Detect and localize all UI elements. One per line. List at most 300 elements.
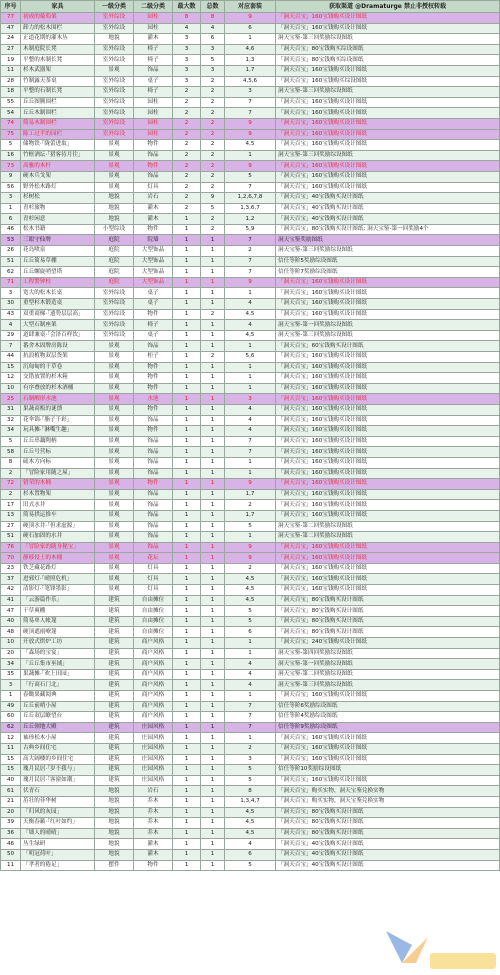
cell-category2: 饰品 bbox=[134, 500, 173, 511]
table-row bbox=[1, 267, 500, 278]
cell-set: 8 bbox=[225, 786, 276, 797]
cell-set: 4 bbox=[225, 839, 276, 850]
cell-set: 4 bbox=[225, 415, 276, 426]
cell-furniture: 瑰月民居·「岁不我与」 bbox=[21, 765, 95, 776]
cell-index: 20 bbox=[1, 807, 21, 818]
cell-set: 7 bbox=[225, 701, 276, 712]
cell-category1: 建筑 bbox=[95, 606, 134, 617]
table-row bbox=[1, 457, 500, 468]
cell-category1: 地貌 bbox=[95, 828, 134, 839]
cell-index: 36 bbox=[1, 828, 21, 839]
cell-furniture: 「冒险家的随身秘宝」 bbox=[21, 542, 95, 553]
cell-max: 1 bbox=[173, 691, 201, 702]
cell-set: 1 bbox=[225, 638, 276, 649]
cell-index: 34 bbox=[1, 426, 21, 437]
cell-source: 信任等阶9奖励综设图纸 bbox=[276, 722, 500, 733]
cell-index: 12 bbox=[1, 733, 21, 744]
cell-source: 「洞天百宝」160宝钱购买设计图纸 bbox=[276, 447, 500, 458]
cell-source: 「洞天百宝」160宝钱购买设计图纸 bbox=[276, 277, 500, 288]
cell-index: 15 bbox=[1, 765, 21, 776]
table-row bbox=[1, 638, 500, 649]
cell-category1: 建筑 bbox=[95, 701, 134, 712]
cell-category2: 自由摊位 bbox=[134, 616, 173, 627]
cell-category1: 景观 bbox=[95, 521, 134, 532]
cell-set: 5 bbox=[225, 775, 276, 786]
cell-furniture: 花岛喷泉 bbox=[21, 246, 95, 257]
cell-source: 「洞天百宝」160宝钱购买设计图纸 bbox=[276, 171, 500, 182]
cell-furniture: 正道花期的灌木丛 bbox=[21, 34, 95, 45]
cell-furniture: 伏青石 bbox=[21, 786, 95, 797]
cell-total: 3 bbox=[201, 44, 225, 55]
table-row bbox=[1, 659, 500, 670]
cell-total: 1 bbox=[201, 246, 225, 257]
cell-category2: 大型饰品 bbox=[134, 267, 173, 278]
cell-max: 1 bbox=[173, 839, 201, 850]
cell-furniture: 有序叠放的杉木酒桶 bbox=[21, 383, 95, 394]
cell-source: 「洞天百宝」40宝钱购买设计图纸 bbox=[276, 860, 500, 871]
cell-furniture: 丛生绿研 bbox=[21, 839, 95, 850]
cell-set: 1 bbox=[225, 733, 276, 744]
cell-furniture: 道肆兼桌·「会泽百样饮」 bbox=[21, 330, 95, 341]
cell-category1: 景观 bbox=[95, 457, 134, 468]
cell-total: 1 bbox=[201, 839, 225, 850]
cell-source: 「洞天百宝」160宝钱购买设计图纸 bbox=[276, 426, 500, 437]
cell-set: 6 bbox=[225, 627, 276, 638]
cell-source: 洞天宝鉴-第三回奖励综设图纸 bbox=[276, 87, 500, 98]
table-row bbox=[1, 404, 500, 415]
cell-index: 23 bbox=[1, 563, 21, 574]
cell-source: 「洞天百宝」80宝钱购买设计图纸 bbox=[276, 627, 500, 638]
cell-max: 3 bbox=[173, 34, 201, 45]
cell-max: 1 bbox=[173, 786, 201, 797]
cell-max: 1 bbox=[173, 521, 201, 532]
cell-max: 1 bbox=[173, 373, 201, 384]
cell-total: 2 bbox=[201, 214, 225, 225]
cell-furniture: 果蔬摊·「欢上田园」 bbox=[21, 669, 95, 680]
cell-set: 7 bbox=[225, 235, 276, 246]
cell-category2: 院墙 bbox=[134, 235, 173, 246]
cell-category2: 庄园风格 bbox=[134, 722, 173, 733]
cell-max: 1 bbox=[173, 828, 201, 839]
cell-source: 「洞天百宝」40宝钱购买设计图纸 bbox=[276, 849, 500, 860]
cell-total: 1 bbox=[201, 669, 225, 680]
cell-category1: 地貌 bbox=[95, 796, 134, 807]
cell-max: 2 bbox=[173, 97, 201, 108]
cell-source: 「洞天百宝」160宝钱购买设计图纸 bbox=[276, 118, 500, 129]
cell-set: 5 bbox=[225, 606, 276, 617]
cell-source: 信任等阶5奖励综设图纸 bbox=[276, 256, 500, 267]
table-row bbox=[1, 330, 500, 341]
cell-furniture: 硬顶水井·「但求虚源」 bbox=[21, 521, 95, 532]
cell-index: 15 bbox=[1, 362, 21, 373]
cell-source: 「洞天百宝」40宝钱购买设计图纸 bbox=[276, 214, 500, 225]
cell-max: 1 bbox=[173, 563, 201, 574]
cell-furniture: 「丘丘集市巫铺」 bbox=[21, 659, 95, 670]
cell-category1: 建筑 bbox=[95, 669, 134, 680]
cell-source: 「洞天百宝」160宝钱购买设计图纸 bbox=[276, 754, 500, 765]
cell-total: 1 bbox=[201, 277, 225, 288]
cell-source: 「洞天百宝」160宝钱购买设计图纸 bbox=[276, 500, 500, 511]
cell-total: 1 bbox=[201, 722, 225, 733]
table-row bbox=[1, 140, 500, 151]
cell-max: 2 bbox=[173, 161, 201, 172]
cell-category1: 景观 bbox=[95, 563, 134, 574]
cell-max: 1 bbox=[173, 712, 201, 723]
cell-max: 1 bbox=[173, 299, 201, 310]
cell-category2: 桌子 bbox=[134, 76, 173, 87]
cell-max: 8 bbox=[173, 13, 201, 24]
cell-index: 74 bbox=[1, 118, 21, 129]
cell-category2: 物件 bbox=[134, 860, 173, 871]
cell-source: 洞天宝鉴-第二回奖励综设图纸 bbox=[276, 669, 500, 680]
cell-furniture: 杉树松 bbox=[21, 193, 95, 204]
cell-index: 29 bbox=[1, 330, 21, 341]
cell-total: 2 bbox=[201, 352, 225, 363]
cell-furniture: 「孝者的倦足」 bbox=[21, 860, 95, 871]
cell-set: 7 bbox=[225, 712, 276, 723]
cell-category1: 小型综设 bbox=[95, 224, 134, 235]
cell-set: 7 bbox=[225, 256, 276, 267]
cell-max: 1 bbox=[173, 352, 201, 363]
cell-category1: 地貌 bbox=[95, 807, 134, 818]
cell-category1: 建筑 bbox=[95, 765, 134, 776]
cell-category2: 物件 bbox=[134, 373, 173, 384]
cell-category1: 景观 bbox=[95, 542, 134, 553]
cell-category2: 灌木 bbox=[134, 34, 173, 45]
cell-source: 「洞天百宝」160宝钱购买设计图纸 bbox=[276, 140, 500, 151]
cell-total: 1 bbox=[201, 415, 225, 426]
cell-category1: 景观 bbox=[95, 182, 134, 193]
cell-index: 72 bbox=[1, 479, 21, 490]
cell-index: 5 bbox=[1, 140, 21, 151]
cell-set: 1,2,6,7,8 bbox=[225, 193, 276, 204]
cell-index: 60 bbox=[1, 712, 21, 723]
table-row bbox=[1, 246, 500, 257]
table-row bbox=[1, 722, 500, 733]
table-row bbox=[1, 224, 500, 235]
table-row bbox=[1, 171, 500, 182]
table-row bbox=[1, 118, 500, 129]
table-row bbox=[1, 87, 500, 98]
cell-source: 洞天宝鉴-第三回奖励综设图纸 bbox=[276, 330, 500, 341]
cell-total: 1 bbox=[201, 510, 225, 521]
cell-total: 1 bbox=[201, 595, 225, 606]
cell-set: 5 bbox=[225, 521, 276, 532]
cell-total: 9 bbox=[201, 193, 225, 204]
table-row bbox=[1, 129, 500, 140]
cell-source: 「洞天百宝」160宝钱购买设计图纸 bbox=[276, 13, 500, 24]
cell-max: 1 bbox=[173, 860, 201, 871]
cell-furniture: 玩具摊·「淋嘴生趣」 bbox=[21, 426, 95, 437]
table-row bbox=[1, 627, 500, 638]
table-row bbox=[1, 775, 500, 786]
table-row bbox=[1, 765, 500, 776]
cell-category2: 桌子 bbox=[134, 330, 173, 341]
cell-category1: 室外综设 bbox=[95, 118, 134, 129]
cell-max: 1 bbox=[173, 267, 201, 278]
cell-index: 40 bbox=[1, 616, 21, 627]
cell-set: 1 bbox=[225, 150, 276, 161]
cell-total: 5 bbox=[201, 55, 225, 66]
cell-category2: 椅子 bbox=[134, 87, 173, 98]
table-row bbox=[1, 415, 500, 426]
cell-category2: 物件 bbox=[134, 426, 173, 437]
cell-total: 1 bbox=[201, 532, 225, 543]
cell-category2: 物件 bbox=[134, 362, 173, 373]
cell-furniture: 杉木武器架 bbox=[21, 65, 95, 76]
cell-index: 3 bbox=[1, 193, 21, 204]
cell-index: 46 bbox=[1, 839, 21, 850]
table-row bbox=[1, 299, 500, 310]
cell-max: 1 bbox=[173, 775, 201, 786]
cell-category2: 大型饰品 bbox=[134, 277, 173, 288]
table-row bbox=[1, 585, 500, 596]
cell-index: 1 bbox=[1, 203, 21, 214]
cell-set: 4,5 bbox=[225, 309, 276, 320]
cell-category2: 乔木 bbox=[134, 796, 173, 807]
cell-max: 1 bbox=[173, 796, 201, 807]
cell-furniture: 青杉旅物 bbox=[21, 203, 95, 214]
cell-source: 「洞天百宝」160宝钱购买设计图纸 bbox=[276, 394, 500, 405]
cell-category2: 乔木 bbox=[134, 807, 173, 818]
cell-set: 9 bbox=[225, 479, 276, 490]
cell-category1: 景观 bbox=[95, 489, 134, 500]
cell-set: 4,6 bbox=[225, 44, 276, 55]
table-header-row bbox=[1, 1, 500, 13]
cell-furniture: 青杉闲意 bbox=[21, 214, 95, 225]
cell-category1: 地貌 bbox=[95, 193, 134, 204]
cell-source: 「洞天百宝」80宝钱购买设计图纸; 洞天宝鉴-第一回奖励4个 bbox=[276, 224, 500, 235]
cell-category1: 景观 bbox=[95, 447, 134, 458]
cell-total: 3 bbox=[201, 65, 225, 76]
cell-max: 2 bbox=[173, 193, 201, 204]
cell-set: 7 bbox=[225, 97, 276, 108]
table-row bbox=[1, 553, 500, 564]
cell-source: 洞天宝鉴-第三回奖励综设图纸 bbox=[276, 680, 500, 691]
cell-index: 1 bbox=[1, 691, 21, 702]
cell-set: 4 bbox=[225, 669, 276, 680]
cell-category2: 饰品 bbox=[134, 457, 173, 468]
cell-category1: 建筑 bbox=[95, 595, 134, 606]
cell-total: 1 bbox=[201, 691, 225, 702]
cell-category1: 室外综设 bbox=[95, 330, 134, 341]
cell-total: 1 bbox=[201, 521, 225, 532]
cell-source: 洞天宝鉴-第四回奖励综设图纸 bbox=[276, 648, 500, 659]
cell-set: 4,5 bbox=[225, 807, 276, 818]
cell-category2: 商户风格 bbox=[134, 701, 173, 712]
cell-furniture: 平整的石制长凳 bbox=[21, 87, 95, 98]
cell-index: 11 bbox=[1, 743, 21, 754]
cell-set: 1 bbox=[225, 34, 276, 45]
cell-furniture: 沉甸甸的干草卷 bbox=[21, 362, 95, 373]
cell-source: 洞天宝鉴-第一回奖励综设图纸 bbox=[276, 659, 500, 670]
cell-set: 4,5 bbox=[225, 330, 276, 341]
cell-set: 4 bbox=[225, 320, 276, 331]
cell-max: 1 bbox=[173, 415, 201, 426]
cell-source: 「洞天百宝」160宝钱购买设计图纸 bbox=[276, 23, 500, 34]
cell-index: 47 bbox=[1, 23, 21, 34]
cell-index: 3 bbox=[1, 288, 21, 299]
table-row bbox=[1, 648, 500, 659]
cell-max: 1 bbox=[173, 701, 201, 712]
table-row bbox=[1, 563, 500, 574]
cell-category1: 景观 bbox=[95, 500, 134, 511]
cell-total: 2 bbox=[201, 87, 225, 98]
cell-category1: 景观 bbox=[95, 479, 134, 490]
cell-index: 51 bbox=[1, 532, 21, 543]
cell-category1: 室外综设 bbox=[95, 309, 134, 320]
header-category2: 二级分类 bbox=[134, 1, 173, 13]
cell-set: 9 bbox=[225, 161, 276, 172]
table-row bbox=[1, 97, 500, 108]
cell-set: 9 bbox=[225, 277, 276, 288]
cell-set: 7 bbox=[225, 447, 276, 458]
table-row bbox=[1, 510, 500, 521]
cell-source: 「洞天百宝」160宝钱购买设计图纸 bbox=[276, 743, 500, 754]
cell-total: 1 bbox=[201, 500, 225, 511]
cell-index: 48 bbox=[1, 627, 21, 638]
cell-index: 53 bbox=[1, 235, 21, 246]
cell-set: 4,5,6 bbox=[225, 76, 276, 87]
cell-furniture: 硬石加固的水井 bbox=[21, 532, 95, 543]
cell-category1: 室外综设 bbox=[95, 97, 134, 108]
cell-index: 62 bbox=[1, 267, 21, 278]
cell-category2: 园柱 bbox=[134, 23, 173, 34]
cell-category2: 园柱 bbox=[134, 13, 173, 24]
cell-set: 4,5 bbox=[225, 585, 276, 596]
cell-furniture: 木制庭院长凳 bbox=[21, 44, 95, 55]
cell-category2: 饰品 bbox=[134, 468, 173, 479]
cell-total: 1 bbox=[201, 754, 225, 765]
cell-set: 1,3 bbox=[225, 55, 276, 66]
table-row bbox=[1, 426, 500, 437]
cell-category2: 饰品 bbox=[134, 65, 173, 76]
cell-total: 2 bbox=[201, 161, 225, 172]
cell-set: 9 bbox=[225, 13, 276, 24]
table-row bbox=[1, 288, 500, 299]
cell-set: 4,5 bbox=[225, 595, 276, 606]
cell-source: 「洞天百宝」160宝钱购买设计图纸 bbox=[276, 352, 500, 363]
table-row bbox=[1, 373, 500, 384]
cell-source: 洞天宝鉴-第三回奖励综设图纸 bbox=[276, 246, 500, 257]
cell-set: 9 bbox=[225, 553, 276, 564]
cell-furniture: 花伞锦·「脂子千彩」 bbox=[21, 415, 95, 426]
cell-max: 2 bbox=[173, 87, 201, 98]
cell-index: 61 bbox=[1, 786, 21, 797]
table-row bbox=[1, 754, 500, 765]
cell-max: 2 bbox=[173, 150, 201, 161]
header-max: 最大数 bbox=[173, 1, 201, 13]
cell-set: 1 bbox=[225, 468, 276, 479]
cell-source: 「洞天百宝」160宝钱购买设计图纸 bbox=[276, 129, 500, 140]
table-row bbox=[1, 23, 500, 34]
cell-category1: 庭院 bbox=[95, 246, 134, 257]
cell-total: 1 bbox=[201, 330, 225, 341]
cell-index: 9 bbox=[1, 171, 21, 182]
cell-category2: 饰品 bbox=[134, 171, 173, 182]
cell-furniture: 「行商石门北」 bbox=[21, 680, 95, 691]
cell-total: 2 bbox=[201, 97, 225, 108]
table-row bbox=[1, 712, 500, 723]
cell-set: 1,7 bbox=[225, 510, 276, 521]
cell-category2: 自由摊位 bbox=[134, 595, 173, 606]
cell-category1: 地貌 bbox=[95, 839, 134, 850]
cell-index: 11 bbox=[1, 860, 21, 871]
table-row bbox=[1, 616, 500, 627]
cell-category2: 物件 bbox=[134, 309, 173, 320]
cell-set: 5,6 bbox=[225, 352, 276, 363]
cell-max: 1 bbox=[173, 585, 201, 596]
cell-index: 62 bbox=[1, 722, 21, 733]
cell-source: 洞天宝鉴-第二回奖励综设图纸 bbox=[276, 532, 500, 543]
cell-index: 56 bbox=[1, 182, 21, 193]
cell-category1: 地貌 bbox=[95, 203, 134, 214]
cell-source: 「洞天百宝」80宝钱购买设计图纸 bbox=[276, 807, 500, 818]
table-row bbox=[1, 468, 500, 479]
cell-total: 1 bbox=[201, 267, 225, 278]
cell-index: 11 bbox=[1, 65, 21, 76]
cell-category2: 物件 bbox=[134, 161, 173, 172]
cell-source: 「洞天百宝」160宝钱购买设计图纸 bbox=[276, 563, 500, 574]
cell-category2: 园柱 bbox=[134, 97, 173, 108]
cell-total: 1 bbox=[201, 828, 225, 839]
cell-index: 70 bbox=[1, 553, 21, 564]
cell-max: 2 bbox=[173, 182, 201, 193]
cell-set: 1 bbox=[225, 648, 276, 659]
table-row bbox=[1, 807, 500, 818]
cell-total: 5 bbox=[201, 203, 225, 214]
cell-source: 「洞天百宝」购买实物，洞天宝鉴兑换实物 bbox=[276, 786, 500, 797]
cell-max: 1 bbox=[173, 394, 201, 405]
cell-category2: 饰品 bbox=[134, 415, 173, 426]
cell-category2: 商户风格 bbox=[134, 680, 173, 691]
cell-set: 3 bbox=[225, 754, 276, 765]
cell-set: 5 bbox=[225, 616, 276, 627]
cell-max: 2 bbox=[173, 108, 201, 119]
cell-total: 1 bbox=[201, 860, 225, 871]
cell-source: 「洞天百宝」160宝钱购买设计图纸 bbox=[276, 479, 500, 490]
cell-max: 1 bbox=[173, 447, 201, 458]
cell-source: 「洞天百宝」160宝钱购买设计图纸 bbox=[276, 97, 500, 108]
cell-category2: 灯具 bbox=[134, 585, 173, 596]
table-row bbox=[1, 828, 500, 839]
cell-furniture: 静移侵土的木桶 bbox=[21, 553, 95, 564]
cell-set: 2 bbox=[225, 500, 276, 511]
cell-set: 3 bbox=[225, 394, 276, 405]
table-row bbox=[1, 574, 500, 585]
cell-index: 51 bbox=[1, 256, 21, 267]
cell-category2: 灯具 bbox=[134, 574, 173, 585]
cell-furniture: 初成的葡萄架 bbox=[21, 13, 95, 24]
cell-index: 2 bbox=[1, 468, 21, 479]
cell-set: 9 bbox=[225, 118, 276, 129]
table-row bbox=[1, 796, 500, 807]
cell-source: 「洞天百宝」160宝钱购买设计图纸 bbox=[276, 404, 500, 415]
cell-furniture: 丘丘号营标 bbox=[21, 447, 95, 458]
cell-category2: 庄园风格 bbox=[134, 775, 173, 786]
table-row bbox=[1, 786, 500, 797]
cell-max: 1 bbox=[173, 680, 201, 691]
cell-furniture: 番舍木固牌房陈设 bbox=[21, 341, 95, 352]
cell-index: 46 bbox=[1, 224, 21, 235]
table-row bbox=[1, 701, 500, 712]
cell-index: 8 bbox=[1, 457, 21, 468]
table-row bbox=[1, 65, 500, 76]
cell-category1: 地貌 bbox=[95, 786, 134, 797]
cell-total: 1 bbox=[201, 849, 225, 860]
cell-total: 1 bbox=[201, 320, 225, 331]
cell-category1: 景观 bbox=[95, 171, 134, 182]
